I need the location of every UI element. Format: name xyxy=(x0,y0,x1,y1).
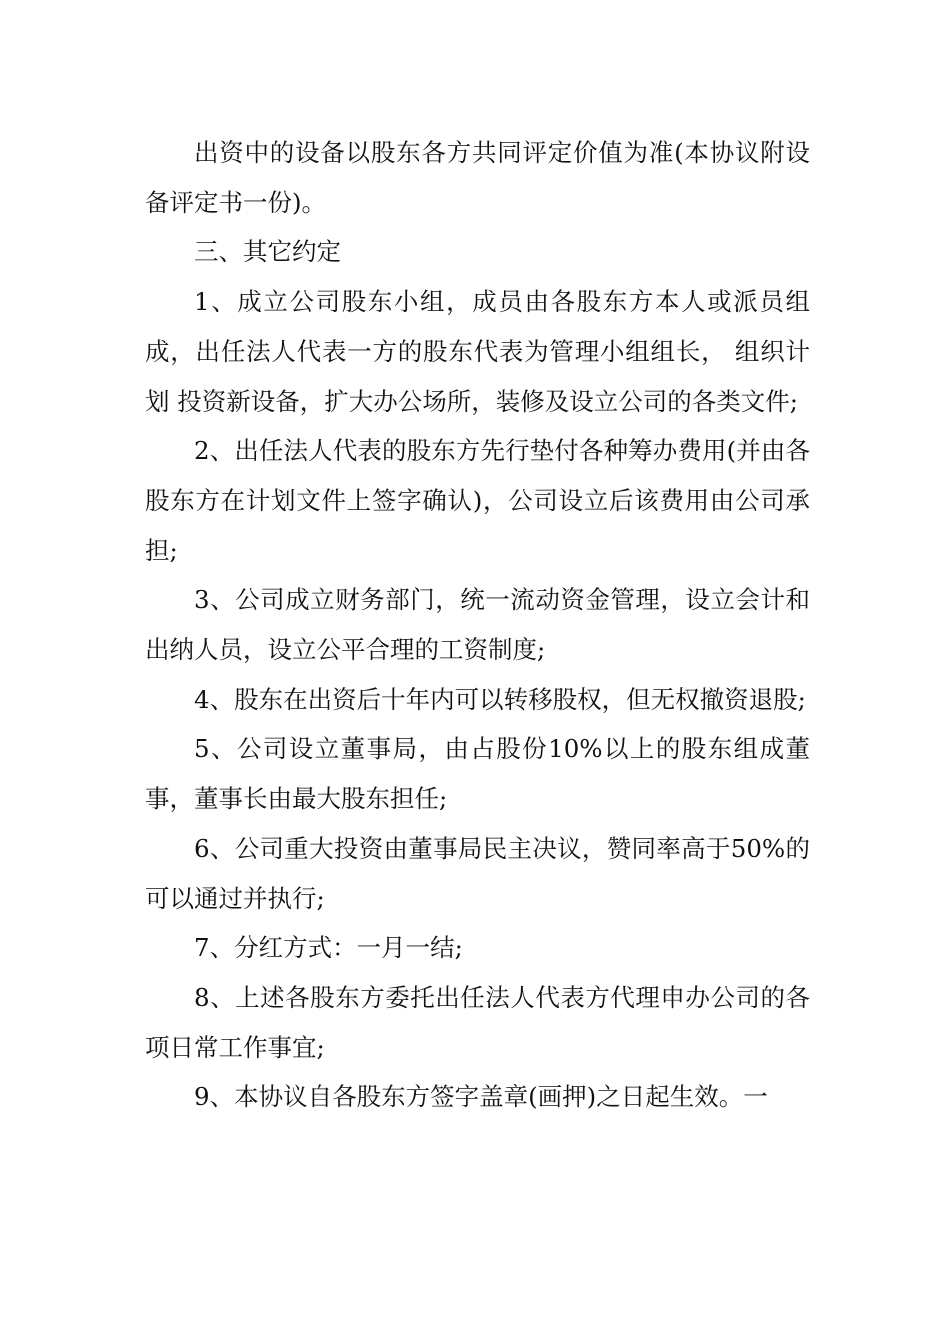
paragraph-equipment-valuation: 出资中的设备以股东各方共同评定价值为准(本协议附设备评定书一份)。 xyxy=(145,138,810,217)
clause-1-shareholder-group: 1、成立公司股东小组，成员由各股东方本人或派员组成，出任法人代表一方的股东代表为管理小组组长， 组织计划 投资新设备，扩大办公场所，装修及设立公司的各类文件; xyxy=(145,287,810,416)
clause-7-dividend: 7、分红方式：一月一结; xyxy=(194,933,463,963)
clause-2-preparation-costs: 2、出任法人代表的股东方先行垫付各种筹办费用(并由各股东方在计划文件上签字确认)，公司设立后该费用由公司承担; xyxy=(145,436,810,565)
clause-4-equity-transfer: 4、股东在出资后十年内可以转移股权，但无权撤资退股; xyxy=(194,684,806,714)
clause-9-effective-date: 9、本协议自各股东方签字盖章(画押)之日起生效。一 xyxy=(194,1082,768,1112)
clause-5-board-of-directors: 5、公司设立董事局，由占股份10%以上的股东组成董事，董事长由最大股东担任; xyxy=(145,734,810,814)
clause-3-finance-department: 3、公司成立财务部门，统一流动资金管理，设立会计和出纳人员，设立公平合理的工资制度; xyxy=(145,585,810,665)
clause-6-major-investment: 6、公司重大投资由董事局民主决议，赞同率高于50%的可以通过并执行; xyxy=(145,833,810,913)
document-body xyxy=(145,128,810,1122)
section-heading-other-agreements: 三、其它约定 xyxy=(194,237,341,267)
clause-8-daily-affairs: 8、上述各股东方委托出任法人代表方代理申办公司的各项日常工作事宜; xyxy=(145,982,810,1062)
